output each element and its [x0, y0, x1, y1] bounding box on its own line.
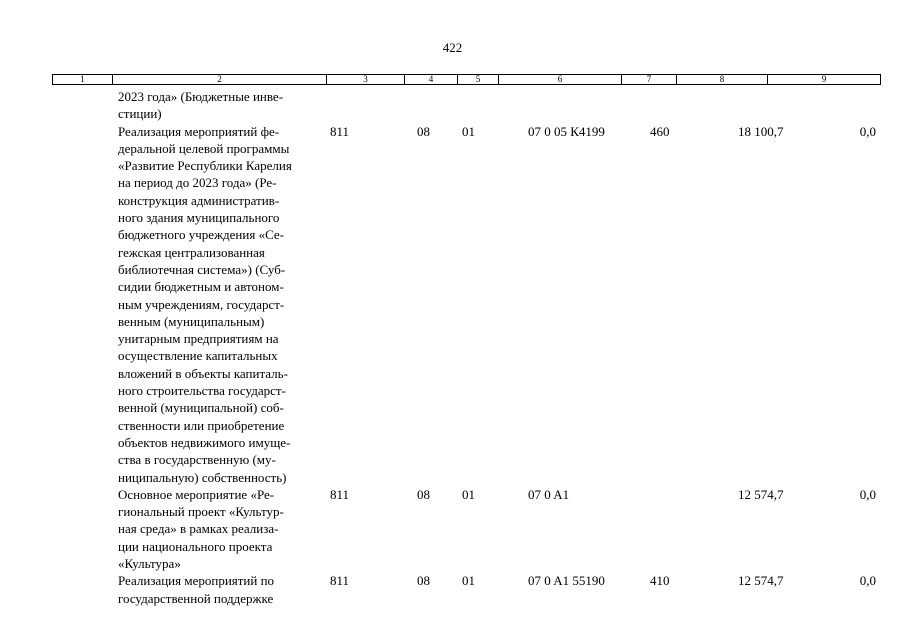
cell-section: 08	[417, 123, 430, 139]
row-description: Основное мероприятие «Ре- гиональный проект «Культур- ная среда» в рамках реализа- ции национального проекта «Культура»	[118, 486, 284, 572]
table-row	[52, 123, 880, 486]
cell-amount: 12 574,7	[738, 486, 784, 502]
cell-amount-2: 0,0	[859, 123, 876, 139]
column-header-2: 2	[113, 75, 327, 85]
cell-section: 08	[417, 573, 430, 589]
column-header-7: 7	[622, 75, 677, 85]
column-header-1: 1	[53, 75, 113, 85]
cell-subsection: 01	[462, 123, 475, 139]
table-body	[52, 88, 880, 607]
column-header-8: 8	[677, 75, 768, 85]
column-header-6: 6	[499, 75, 622, 85]
row-description: Реализация мероприятий фе- деральной целевой программы «Развитие Республики Карелия на период до 2023 года» (Ре- конструкция административ- ного здания муниципального бюджетного учреждения «Се- гежская централизованная библиотечная система») (Суб- сидии бюджетным и автоном- ным учреждениям, государст- венным (муниципальным) унитарным предприятиям на осуществление капитальных вложений в объекты капиталь- ного строительства государст- венной (муниципальной) соб- ственности или приобретение объектов недвижимого имуще- ства в государственную (му- ниципальную) собственность)	[118, 123, 292, 485]
cell-target-item: 07 0 A1 55190	[528, 573, 605, 589]
row-description: 2023 года» (Бюджетные инве- стиции)	[118, 89, 284, 122]
cell-expense-type: 410	[650, 573, 670, 589]
column-header-9: 9	[768, 75, 881, 85]
cell-amount: 12 574,7	[738, 573, 784, 589]
table-row	[52, 486, 880, 572]
column-header-4: 4	[405, 75, 458, 85]
cell-ministry-code: 811	[330, 486, 350, 502]
table-row	[52, 572, 880, 607]
column-header-row	[53, 75, 881, 85]
cell-target-item: 07 0 A1	[528, 486, 570, 502]
cell-amount-2: 0,0	[859, 573, 876, 589]
cell-subsection: 01	[462, 573, 475, 589]
cell-section: 08	[417, 486, 430, 502]
cell-ministry-code: 811	[330, 573, 350, 589]
page-number: 422	[442, 40, 463, 55]
cell-amount: 18 100,7	[738, 123, 784, 139]
row-description: Реализация мероприятий по государственной поддержке	[118, 573, 275, 606]
cell-expense-type: 460	[650, 123, 670, 139]
column-header-5: 5	[458, 75, 499, 85]
cell-subsection: 01	[462, 486, 475, 502]
cell-amount-2: 0,0	[859, 486, 876, 502]
table-row	[52, 88, 880, 123]
cell-target-item: 07 0 05 К4199	[528, 123, 605, 139]
column-header-table	[52, 74, 881, 85]
cell-ministry-code: 811	[330, 123, 350, 139]
column-header-3: 3	[327, 75, 405, 85]
